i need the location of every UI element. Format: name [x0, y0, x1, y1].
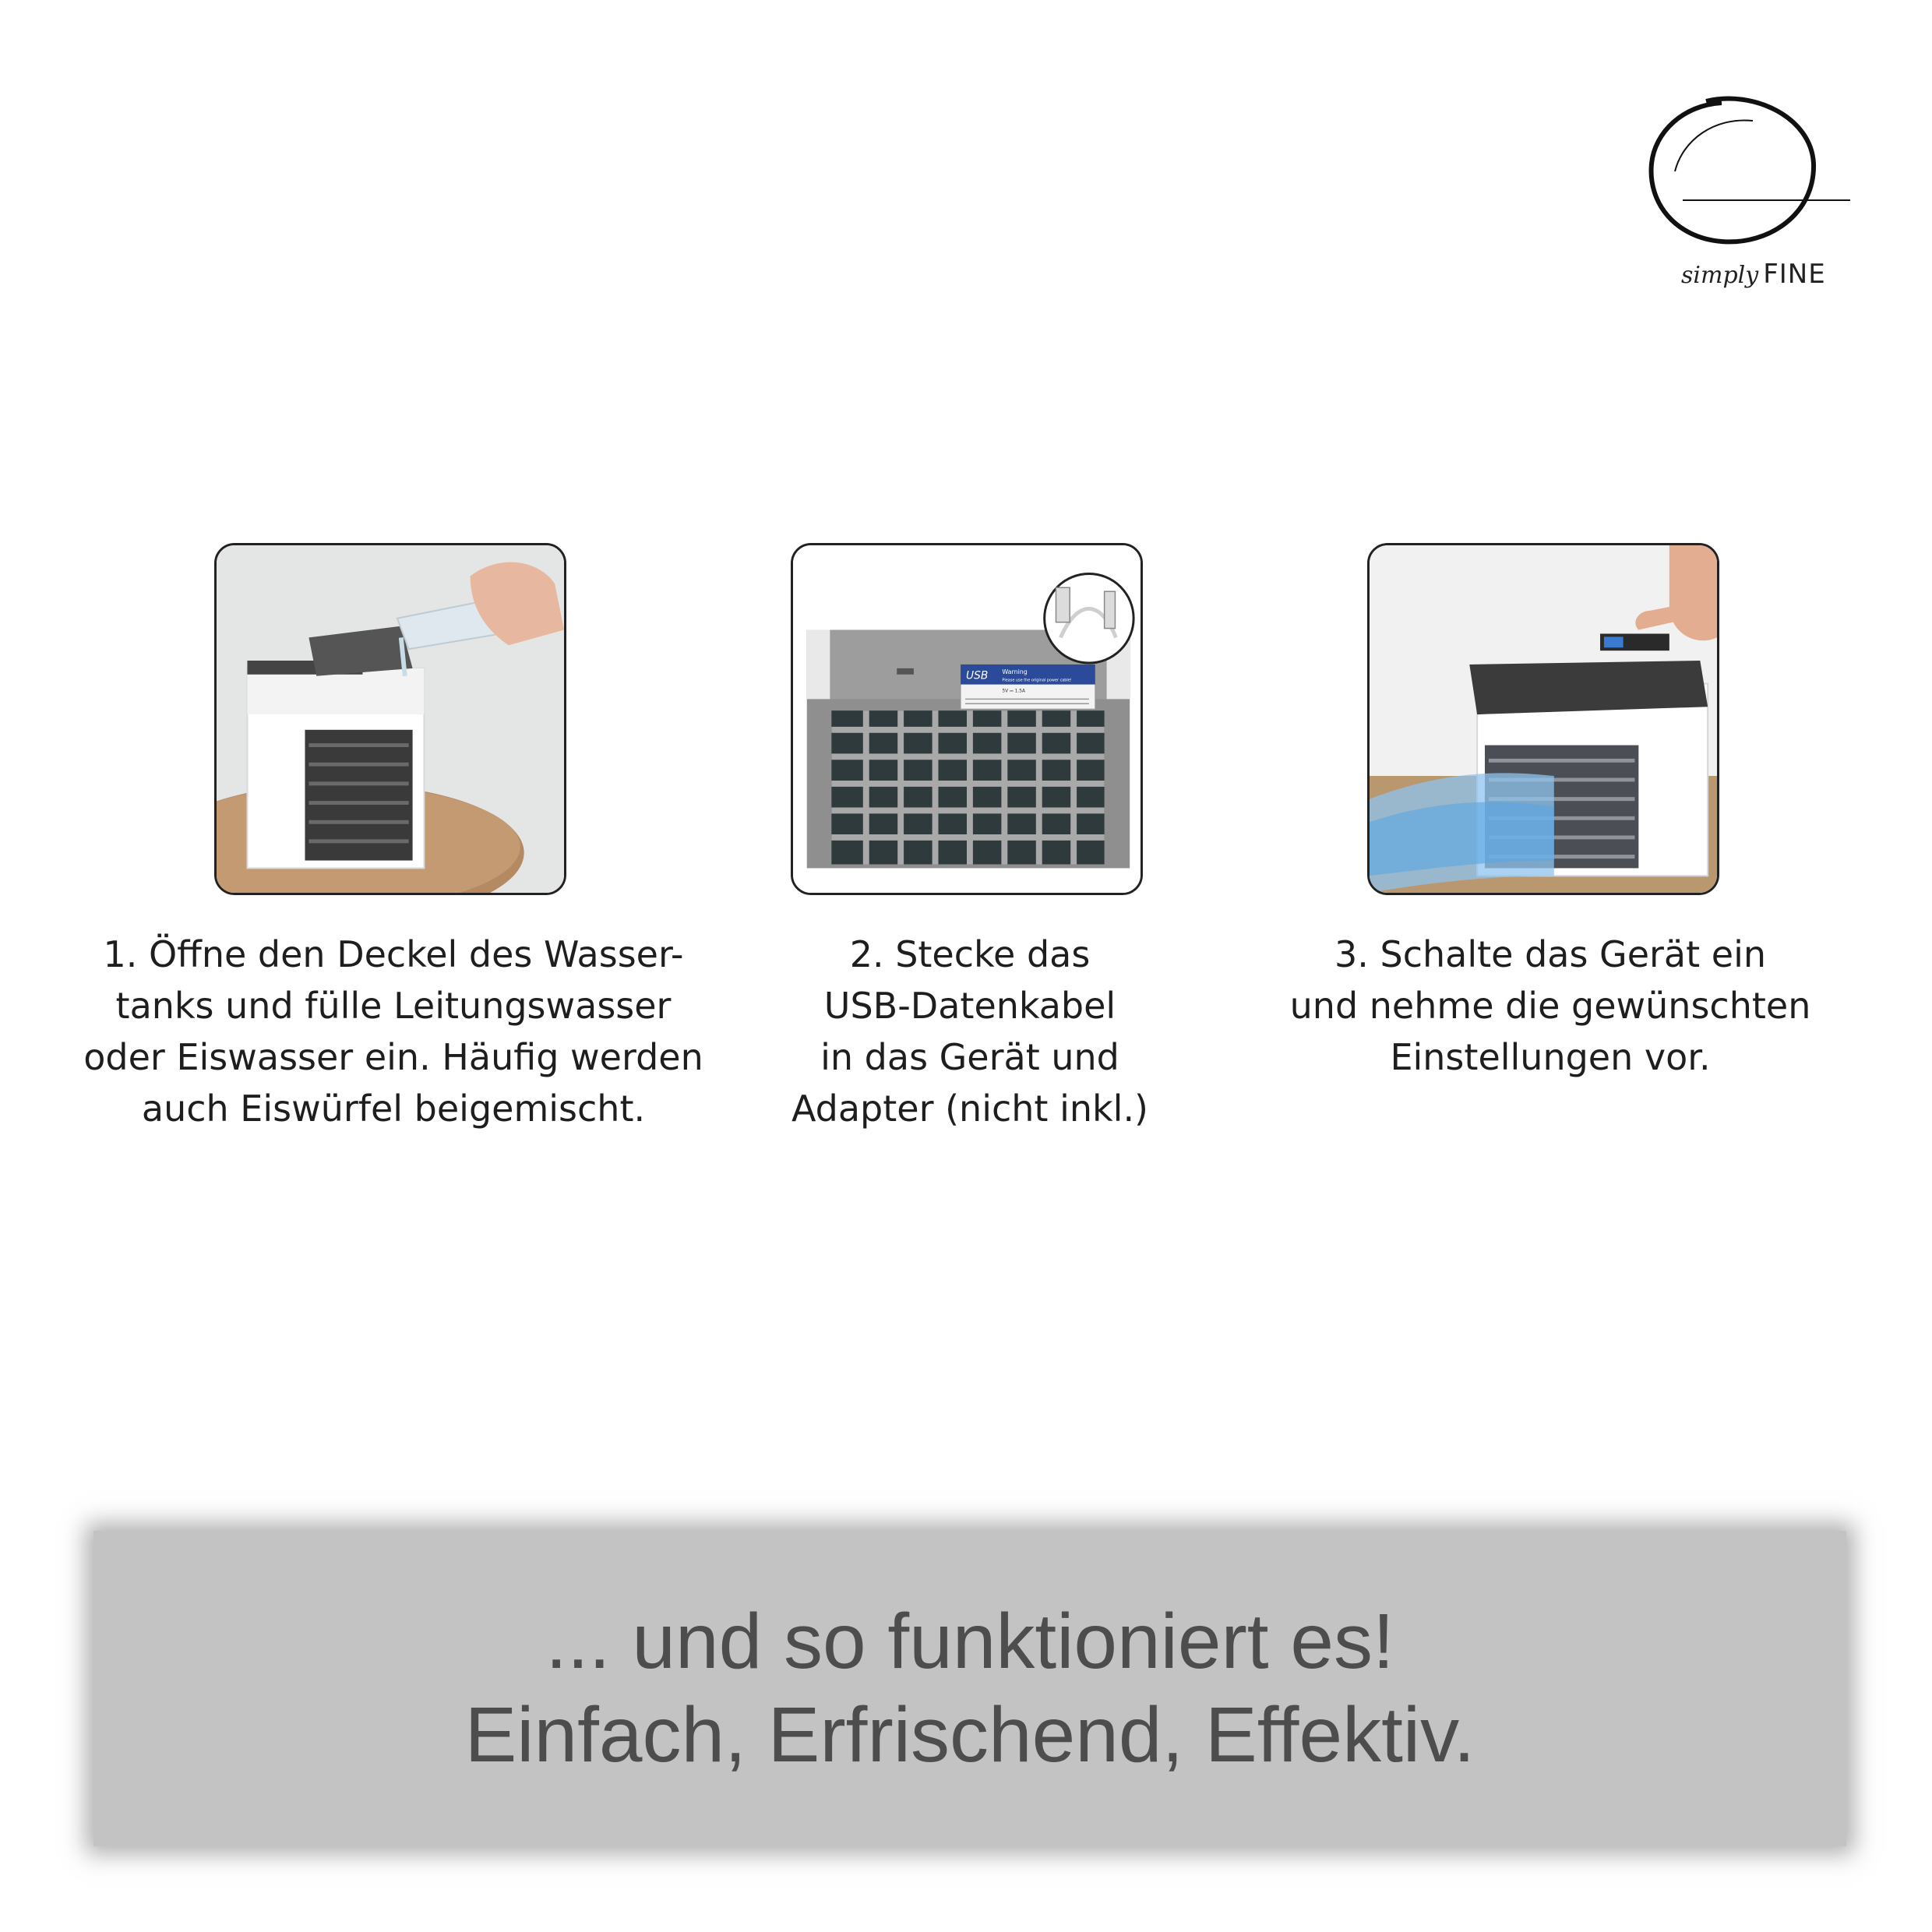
step-1-line: auch Eiswürfel beigemischt.	[141, 1088, 646, 1130]
step-3-line: Einstellungen vor.	[1390, 1036, 1711, 1078]
banner-subline: Einfach, Erfrischend, Effektiv.	[464, 1691, 1475, 1779]
banner-headline: ... und so funktioniert es!	[545, 1598, 1394, 1685]
label-notice: Please use the original power cable!	[1002, 678, 1072, 683]
label-warning: Warning	[1002, 668, 1028, 675]
step-2-line: 2. Stecke das	[849, 933, 1091, 975]
logo-wordmark	[1681, 259, 1826, 290]
step-2-image	[791, 543, 1143, 895]
step-3-line: und nehme die gewünschten	[1289, 985, 1811, 1027]
step-2-line: in das Gerät und	[820, 1036, 1119, 1078]
step-3-description	[1250, 929, 1850, 1083]
step-2-line: USB-Datenkabel	[823, 985, 1116, 1027]
step-3-line: 3. Schalte das Gerät ein	[1334, 933, 1766, 975]
label-usb: USB	[966, 669, 989, 682]
step-2-description	[689, 929, 1250, 1134]
logo-brand-word: FINE	[1763, 259, 1826, 290]
step-1-line: 1. Öffne den Deckel des Wasser-	[103, 933, 684, 975]
brand-logo	[1628, 86, 1877, 304]
step-1-line: oder Eiswasser ein. Häufig werden	[83, 1036, 703, 1078]
step-3-image	[1367, 543, 1719, 895]
logo-circle-mark	[1628, 86, 1877, 257]
label-rating: 5V ⎓ 1.5A	[1002, 689, 1026, 694]
step-1-image	[214, 543, 566, 895]
step-1-line: tanks und fülle Leitungswasser	[115, 985, 672, 1027]
logo-script-word: simply	[1681, 262, 1759, 289]
step-1-description	[74, 929, 713, 1134]
step-2-line: Adapter (nicht inkl.)	[791, 1088, 1149, 1130]
tagline-banner	[93, 1531, 1846, 1846]
